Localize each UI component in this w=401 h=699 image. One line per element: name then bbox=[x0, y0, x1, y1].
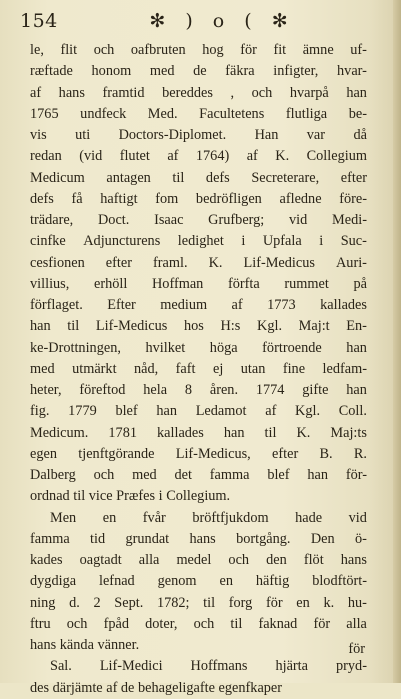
text-line bbox=[30, 656, 367, 677]
text-line-content: förflaget. Efter medium af 1773 kallades bbox=[30, 297, 367, 313]
text-line bbox=[30, 316, 367, 337]
header-ornament: ✻ ) o ( ✻ bbox=[149, 10, 295, 32]
text-line-content: defs få haftigt fom bedröfligen afledne före- bbox=[30, 190, 367, 207]
text-line-content: heter, föreftod hela 8 åren. 1774 gifte han bbox=[30, 382, 367, 398]
text-line bbox=[30, 614, 367, 635]
text-line-content: dygdiga lefnad genom en häftig blodftört- bbox=[30, 573, 367, 590]
text-line-content: Dalberg och med det famma blef han för- bbox=[30, 467, 367, 483]
page-edge bbox=[393, 0, 401, 683]
catchword: för bbox=[348, 641, 365, 657]
text-line-content: Medicum. 1781 kallades han til K. Maj:ts bbox=[30, 424, 367, 441]
text-line-content: cesfionen efter framl. K. Lif-Medicus Auri- bbox=[30, 254, 367, 271]
text-line bbox=[30, 635, 367, 656]
body-text bbox=[30, 40, 367, 699]
text-line bbox=[30, 104, 367, 125]
text-line-content: 1765 undfeck Med. Facultetens flutliga be- bbox=[30, 105, 367, 122]
running-header bbox=[20, 10, 376, 40]
text-line bbox=[30, 125, 367, 146]
text-line bbox=[30, 338, 367, 359]
text-line bbox=[30, 444, 367, 465]
text-line bbox=[30, 231, 367, 252]
text-line bbox=[30, 508, 367, 529]
text-line-content: ordnad til vice Præfes i Collegium. bbox=[30, 488, 231, 505]
text-line bbox=[30, 146, 367, 167]
text-line-content: famma tid grundat hans bortgång. Den ö- bbox=[30, 530, 367, 547]
text-line bbox=[30, 529, 367, 550]
text-line-content: trädare, Doct. Isaac Grufberg; vid Medi- bbox=[30, 212, 367, 228]
text-line bbox=[30, 571, 367, 592]
text-line-content: redan (vid flutet af 1764) af K. Collegium bbox=[30, 148, 367, 165]
text-line-content: ke-Drottningen, hvilket höga förtroende han bbox=[30, 339, 367, 356]
text-line bbox=[30, 189, 367, 210]
text-line-content: cinfke Adjuncturens ledighet i Upfala i Suc- bbox=[30, 233, 367, 250]
text-line bbox=[30, 423, 367, 444]
text-line bbox=[30, 380, 367, 401]
text-line-content: Sal. Lif-Medici Hoffmans hjärta pryd- bbox=[50, 658, 367, 675]
text-line-content: vis uti Doctors-Diplomet. Han var då bbox=[30, 127, 367, 143]
text-line bbox=[30, 210, 367, 231]
page-number: 154 bbox=[20, 10, 58, 32]
text-line bbox=[30, 678, 367, 699]
text-line bbox=[30, 465, 367, 486]
text-line-content: af hans framtid bereddes , och hvarpå han bbox=[30, 84, 367, 101]
text-line-content: Men en fvår bröftfjukdom hade vid bbox=[50, 509, 367, 526]
text-line-content: villius, erhöll Hoffman förfta rummet på bbox=[30, 275, 367, 292]
text-line bbox=[30, 83, 367, 104]
text-line-content: Medicum antagen til defs Secreterare, efter bbox=[30, 169, 367, 186]
text-line bbox=[30, 486, 367, 507]
text-line-content: le, flit och oafbruten hog för fit ämne uf- bbox=[30, 42, 367, 58]
text-line bbox=[30, 593, 367, 614]
text-line bbox=[30, 295, 367, 316]
text-line-content: ning d. 2 Sept. 1782; til forg för en k. hu- bbox=[30, 594, 367, 611]
text-line-content: han til Lif-Medicus hos H:s Kgl. Maj:t En- bbox=[30, 318, 367, 335]
text-line-content: ftru och fpåd doter, och til faknad för alla bbox=[30, 615, 367, 632]
text-line bbox=[30, 359, 367, 380]
text-line bbox=[30, 253, 367, 274]
text-line-content: ræftade honom med de fäkra infigter, hvar- bbox=[30, 63, 367, 80]
text-line bbox=[30, 168, 367, 189]
text-line bbox=[30, 61, 367, 82]
text-line bbox=[30, 40, 367, 61]
text-line bbox=[30, 274, 367, 295]
text-line bbox=[30, 401, 367, 422]
text-line-content: med utmärkt nåd, faft ej utan fine ledfam- bbox=[30, 360, 367, 377]
text-line-content: des därjämte af de behageligafte egenfkaper bbox=[30, 679, 283, 696]
text-line-content: hans kända vänner. bbox=[30, 637, 140, 653]
text-line-content: fig. 1779 blef han Ledamot af Kgl. Coll. bbox=[30, 403, 367, 420]
text-line bbox=[30, 550, 367, 571]
text-line-content: egen tjenftgörande Lif-Medicus, efter B. R. bbox=[30, 445, 367, 462]
text-line-content: kades oagtadt alla medel och den flöt hans bbox=[30, 552, 367, 568]
